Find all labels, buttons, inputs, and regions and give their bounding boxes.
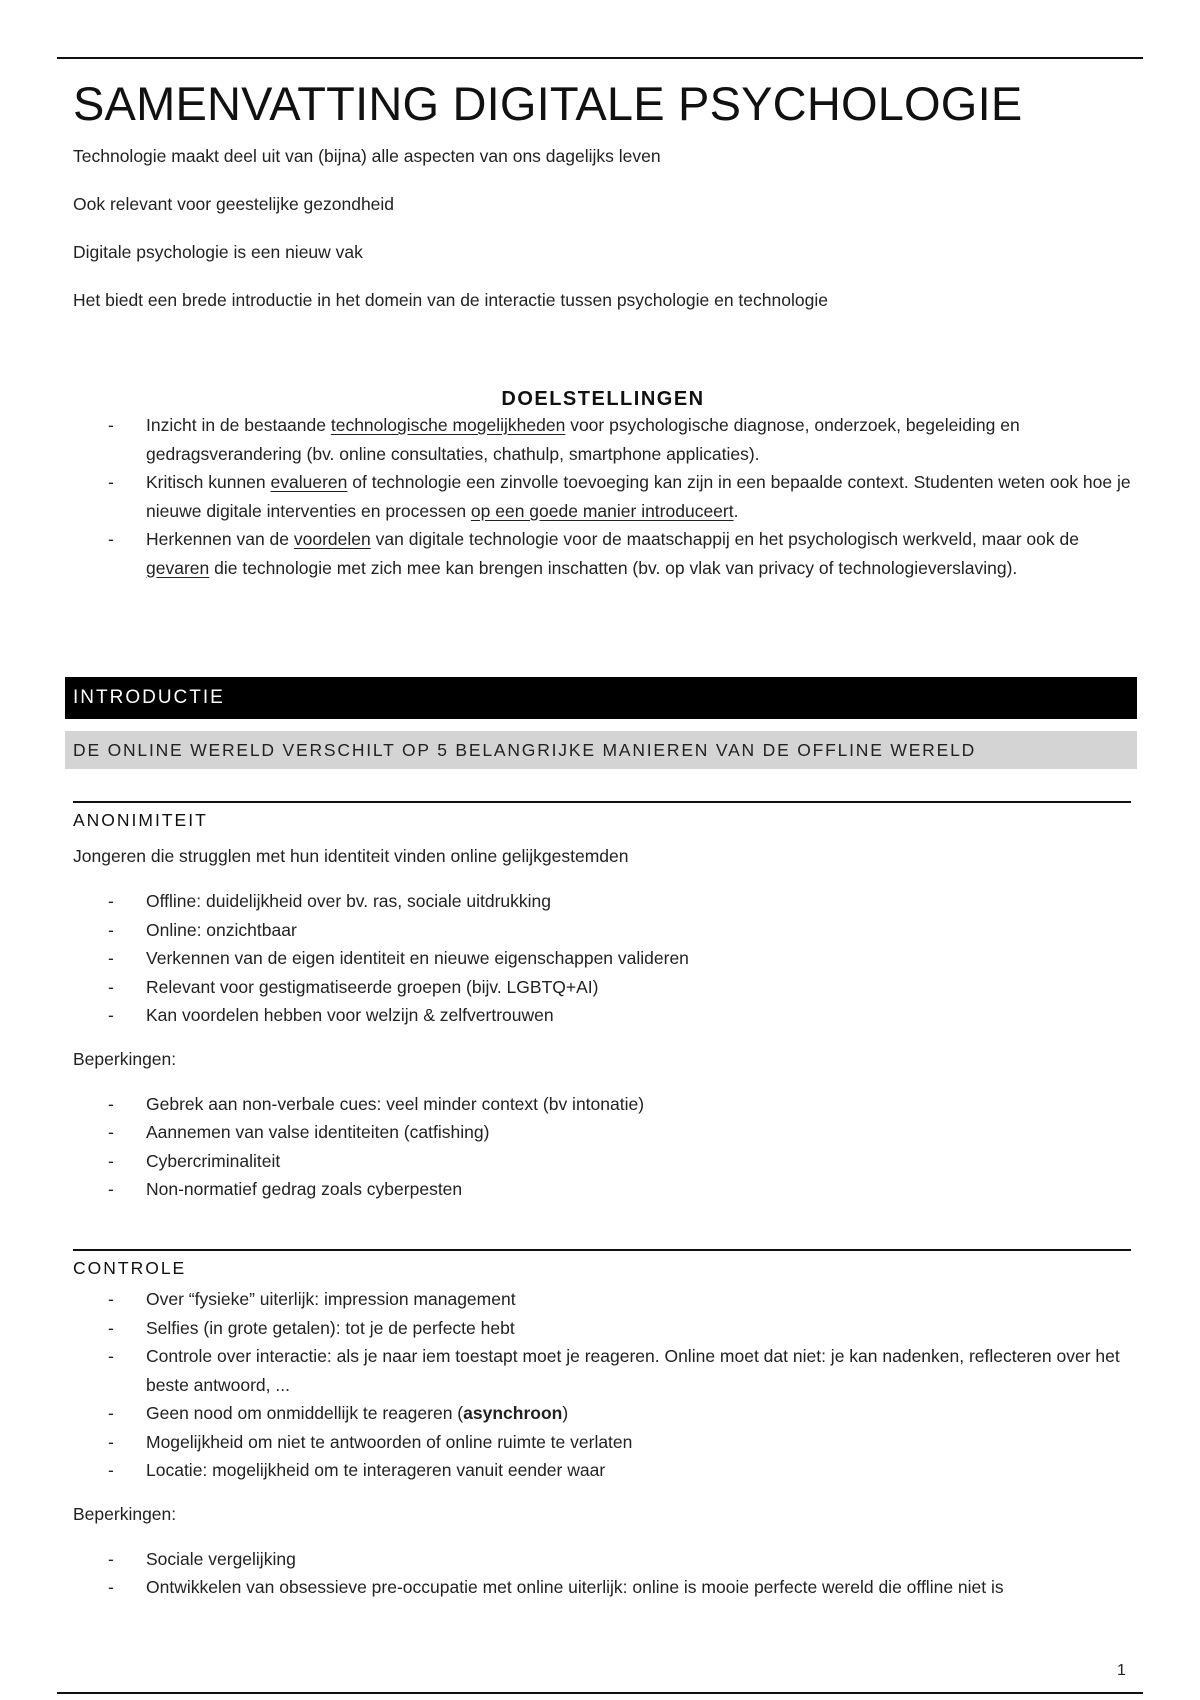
anonimiteit-limits-list — [73, 1090, 1131, 1204]
goal-underlined-text: evalueren — [270, 472, 348, 492]
document-title: SAMENVATTING DIGITALE PSYCHOLOGIE — [73, 77, 1023, 130]
top-rule — [57, 57, 1143, 59]
heading-online-wereld: DE ONLINE WERELD VERSCHILT OP 5 BELANGRIJKE MANIEREN VAN DE OFFLINE WERELD — [65, 731, 1137, 769]
goal-underlined-text: technologische mogelijkheden — [330, 415, 566, 435]
goal-text: of technologie een zinvolle toevoeging kan zijn in een bepaalde context. Studenten weten ook hoe je nieuwe digitale interventies en processen — [146, 472, 1131, 521]
list-item: - Online: onzichtbaar — [73, 916, 1131, 945]
list-item: - Aannemen van valse identiteiten (catfishing) — [73, 1118, 1131, 1147]
document-page — [73, 75, 1133, 1597]
goal-underlined-text: voordelen — [293, 529, 371, 549]
list-item: - Sociale vergelijking — [73, 1545, 1131, 1574]
controle-list — [73, 1285, 1131, 1485]
list-item — [73, 1399, 1131, 1428]
section-title: ANONIMITEIT — [73, 810, 208, 830]
goal-item — [73, 411, 1133, 468]
bottom-rule — [57, 1692, 1143, 1694]
list-item: - Offline: duidelijkheid over bv. ras, sociale uitdrukking — [73, 887, 1131, 916]
intro-paragraph: Het biedt een brede introductie in het domein van de interactie tussen psychologie en technologie — [73, 290, 828, 310]
list-item: - Verkennen van de eigen identiteit en nieuwe eigenschappen valideren — [73, 944, 1131, 973]
goal-text: Inzicht in de bestaande — [146, 415, 331, 435]
goal-item — [73, 525, 1133, 582]
intro-paragraph: Digitale psychologie is een nieuw vak — [73, 242, 363, 262]
list-item: - Mogelijkheid om niet te antwoorden of online ruimte te verlaten — [73, 1428, 1131, 1457]
list-item: - Selfies (in grote getalen): tot je de perfecte hebt — [73, 1314, 1131, 1343]
section-anonimiteit — [73, 801, 1131, 1204]
list-item: - Gebrek aan non-verbale cues: veel minder context (bv intonatie) — [73, 1090, 1131, 1119]
goal-underlined-text: gevaren — [146, 557, 210, 578]
list-item-text: ) — [562, 1403, 569, 1423]
goal-item — [73, 468, 1133, 525]
page-number: 1 — [1117, 1662, 1126, 1679]
goals-heading: DOELSTELLINGEN — [501, 388, 705, 410]
intro-paragraph: Technologie maakt deel uit van (bijna) alle aspecten van ons dagelijks leven — [73, 146, 661, 166]
limits-label: Beperkingen: — [73, 1503, 177, 1524]
list-item: - Controle over interactie: als je naar iem toestapt moet je reageren. Online moet dat niet: je kan nadenken, reflecteren over het beste antwoord, ... — [73, 1342, 1131, 1399]
heading-introductie: INTRODUCTIE — [65, 677, 1137, 719]
goal-text: Kritisch kunnen — [146, 472, 271, 492]
list-item: - Relevant voor gestigmatiseerde groepen (bijv. LGBTQ+AI) — [73, 973, 1131, 1002]
goal-text: voor psychologische diagnose, onderzoek, begeleiding en gedragsverandering (bv. online consultaties, chathulp, smartphone applicaties). — [146, 415, 1020, 464]
list-item-bold-text: asynchroon — [463, 1403, 563, 1423]
list-item: - Kan voordelen hebben voor welzijn & zelfvertrouwen — [73, 1001, 1131, 1030]
section-rule — [73, 1249, 1131, 1251]
list-item: - Locatie: mogelijkheid om te interageren vanuit eender waar — [73, 1456, 1131, 1485]
intro-paragraphs — [73, 145, 1133, 311]
anonimiteit-list — [73, 887, 1131, 1030]
limits-label: Beperkingen: — [73, 1048, 177, 1069]
goal-text: van digitale technologie voor de maatschappij en het psychologisch werkveld, maar ook de — [370, 529, 1079, 549]
list-item: - Non-normatief gedrag zoals cyberpesten — [73, 1175, 1131, 1204]
list-item: - Ontwikkelen van obsessieve pre-occupatie met online uiterlijk: online is mooie perfecte wereld die offline niet is — [73, 1573, 1131, 1602]
goals-list — [73, 411, 1133, 582]
section-controle — [73, 1249, 1131, 1602]
goal-text: die technologie met zich mee kan brengen inschatten (bv. op vlak van privacy of technologieverslaving). — [209, 557, 1018, 578]
section-rule — [73, 801, 1131, 803]
goal-underlined-text: op een goede manier introduceert — [470, 500, 734, 521]
section-title: CONTROLE — [73, 1258, 187, 1278]
goal-text: . — [733, 500, 739, 521]
section-lead: Jongeren die strugglen met hun identiteit vinden online gelijkgestemden — [73, 846, 629, 866]
list-item: - Cybercriminaliteit — [73, 1147, 1131, 1176]
list-item-text: Geen nood om onmiddellijk te reageren ( — [146, 1403, 464, 1423]
list-item: - Over “fysieke” uiterlijk: impression management — [73, 1285, 1131, 1314]
controle-limits-list — [73, 1545, 1131, 1602]
goal-text: Herkennen van de — [146, 529, 294, 549]
intro-paragraph: Ook relevant voor geestelijke gezondheid — [73, 194, 395, 214]
